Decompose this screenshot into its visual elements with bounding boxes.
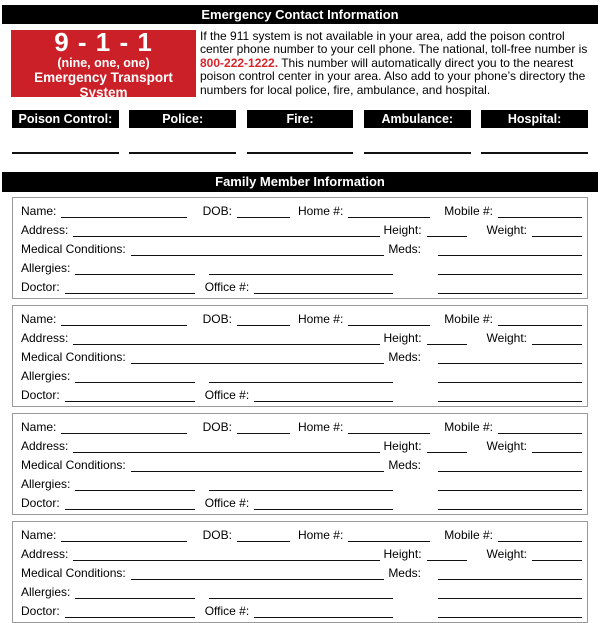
family-member-blocks xyxy=(12,197,588,623)
mobile-phone-field-line xyxy=(498,204,582,218)
intro-section xyxy=(0,26,600,100)
office-phone-field-line xyxy=(254,496,393,510)
contact-blank-line-ambulance xyxy=(364,152,471,154)
contact-blank-line-hospital xyxy=(481,152,588,154)
doctor-row xyxy=(21,385,582,402)
address-field-line xyxy=(73,547,379,561)
office-phone-field-line xyxy=(254,280,393,294)
contact-label-ambulance: Ambulance: xyxy=(364,110,471,128)
height-label: Height: xyxy=(383,439,422,454)
doctor-label: Doctor: xyxy=(21,388,60,403)
dob-field-line xyxy=(237,312,290,326)
contact-blank-lines-row xyxy=(12,152,588,154)
allergies-field-line xyxy=(75,369,195,383)
address-row xyxy=(21,544,582,561)
name-field-line xyxy=(61,420,186,434)
allergies-row xyxy=(21,258,582,275)
meds-label: Meds: xyxy=(388,566,421,581)
weight-field-line xyxy=(532,223,582,237)
address-label: Address: xyxy=(21,331,69,346)
office-phone-label: Office #: xyxy=(204,388,250,403)
name-label: Name: xyxy=(21,528,57,543)
contact-blank-line-poison-control xyxy=(12,152,119,154)
height-label: Height: xyxy=(383,223,422,238)
weight-label: Weight: xyxy=(486,223,527,238)
contact-labels-row xyxy=(12,110,588,128)
meds-continuation-line-2 xyxy=(438,496,582,510)
medical-conditions-field-line xyxy=(131,458,385,472)
mobile-phone-label: Mobile #: xyxy=(444,420,493,435)
doctor-field-line xyxy=(65,388,195,402)
poison-control-paragraph xyxy=(200,30,597,97)
dob-field-line xyxy=(237,204,290,218)
allergies-row xyxy=(21,366,582,383)
name-field-line xyxy=(61,312,186,326)
meds-field-line xyxy=(438,566,582,580)
paragraph-text-before: If the 911 system is not available in your area, add the poison control center phone number to your cell phone. The national, toll-free number is xyxy=(200,29,588,57)
allergies-field-line xyxy=(75,261,195,275)
doctor-row xyxy=(21,277,582,294)
page-title: Emergency Contact Information xyxy=(2,5,598,24)
dob-label: DOB: xyxy=(202,312,232,327)
meds-continuation-line-1 xyxy=(438,585,582,599)
name-label: Name: xyxy=(21,312,57,327)
family-member-block xyxy=(12,413,588,515)
meds-label: Meds: xyxy=(388,242,421,257)
address-row xyxy=(21,328,582,345)
medical-conditions-row xyxy=(21,347,582,364)
mobile-phone-field-line xyxy=(498,420,582,434)
height-field-line xyxy=(427,547,467,561)
allergies-continuation-line xyxy=(209,369,393,383)
meds-label: Meds: xyxy=(388,350,421,365)
contact-label-fire: Fire: xyxy=(247,110,354,128)
home-phone-label: Home #: xyxy=(297,312,344,327)
allergies-label: Allergies: xyxy=(21,261,71,276)
dob-label: DOB: xyxy=(202,420,232,435)
name-field-line xyxy=(61,528,186,542)
address-field-line xyxy=(73,223,379,237)
weight-field-line xyxy=(532,547,582,561)
name-label: Name: xyxy=(21,420,57,435)
name-row xyxy=(21,525,582,542)
medical-conditions-field-line xyxy=(131,350,385,364)
office-phone-field-line xyxy=(254,388,393,402)
911-box xyxy=(11,26,196,100)
contact-label-hospital: Hospital: xyxy=(481,110,588,128)
doctor-row xyxy=(21,493,582,510)
height-field-line xyxy=(427,331,467,345)
office-phone-label: Office #: xyxy=(204,604,250,619)
address-row xyxy=(21,220,582,237)
meds-continuation-line-1 xyxy=(438,369,582,383)
height-field-line xyxy=(427,223,467,237)
allergies-continuation-line xyxy=(209,261,393,275)
mobile-phone-label: Mobile #: xyxy=(444,528,493,543)
doctor-field-line xyxy=(65,496,195,510)
911-subtitle: Emergency Transport System xyxy=(34,69,173,100)
allergies-row xyxy=(21,582,582,599)
family-section-title: Family Member Information xyxy=(2,172,598,192)
mobile-phone-label: Mobile #: xyxy=(444,312,493,327)
meds-continuation-line-2 xyxy=(438,604,582,618)
allergies-label: Allergies: xyxy=(21,585,71,600)
allergies-row xyxy=(21,474,582,491)
medical-conditions-row xyxy=(21,455,582,472)
allergies-label: Allergies: xyxy=(21,477,71,492)
name-row xyxy=(21,201,582,218)
home-phone-label: Home #: xyxy=(297,420,344,435)
dob-label: DOB: xyxy=(202,528,232,543)
doctor-label: Doctor: xyxy=(21,280,60,295)
allergies-continuation-line xyxy=(209,477,393,491)
home-phone-field-line xyxy=(348,420,430,434)
contact-blank-line-police xyxy=(129,152,236,154)
weight-field-line xyxy=(532,439,582,453)
medical-conditions-label: Medical Conditions: xyxy=(21,566,126,581)
911-number: 9 - 1 - 1 xyxy=(54,26,153,57)
medical-conditions-label: Medical Conditions: xyxy=(21,350,126,365)
meds-field-line xyxy=(438,242,582,256)
height-label: Height: xyxy=(383,547,422,562)
meds-field-line xyxy=(438,458,582,472)
office-phone-field-line xyxy=(254,604,393,618)
contact-label-poison-control: Poison Control: xyxy=(12,110,119,128)
allergies-continuation-line xyxy=(209,585,393,599)
home-phone-field-line xyxy=(348,204,430,218)
weight-label: Weight: xyxy=(486,331,527,346)
allergies-field-line xyxy=(75,477,195,491)
weight-label: Weight: xyxy=(486,439,527,454)
address-label: Address: xyxy=(21,439,69,454)
meds-continuation-line-1 xyxy=(438,477,582,491)
home-phone-label: Home #: xyxy=(297,204,344,219)
weight-field-line xyxy=(532,331,582,345)
medical-conditions-field-line xyxy=(131,242,385,256)
home-phone-field-line xyxy=(348,312,430,326)
dob-field-line xyxy=(237,420,290,434)
family-member-block xyxy=(12,305,588,407)
office-phone-label: Office #: xyxy=(204,280,250,295)
meds-continuation-line-2 xyxy=(438,388,582,402)
dob-field-line xyxy=(237,528,290,542)
mobile-phone-field-line xyxy=(498,312,582,326)
weight-label: Weight: xyxy=(486,547,527,562)
name-field-line xyxy=(61,204,186,218)
meds-continuation-line-1 xyxy=(438,261,582,275)
medical-conditions-field-line xyxy=(131,566,385,580)
doctor-row xyxy=(21,601,582,618)
meds-field-line xyxy=(438,350,582,364)
contact-blank-line-fire xyxy=(247,152,354,154)
family-member-block xyxy=(12,197,588,299)
medical-conditions-label: Medical Conditions: xyxy=(21,458,126,473)
doctor-field-line xyxy=(65,604,195,618)
home-phone-field-line xyxy=(348,528,430,542)
home-phone-label: Home #: xyxy=(297,528,344,543)
name-row xyxy=(21,309,582,326)
medical-conditions-row xyxy=(21,239,582,256)
name-label: Name: xyxy=(21,204,57,219)
allergies-label: Allergies: xyxy=(21,369,71,384)
allergies-field-line xyxy=(75,585,195,599)
office-phone-label: Office #: xyxy=(204,496,250,511)
address-field-line xyxy=(73,439,379,453)
poison-control-phone-number: 800-222-1222. xyxy=(200,55,279,70)
medical-conditions-row xyxy=(21,563,582,580)
doctor-label: Doctor: xyxy=(21,604,60,619)
meds-continuation-line-2 xyxy=(438,280,582,294)
mobile-phone-field-line xyxy=(498,528,582,542)
name-row xyxy=(21,417,582,434)
address-label: Address: xyxy=(21,223,69,238)
height-field-line xyxy=(427,439,467,453)
doctor-label: Doctor: xyxy=(21,496,60,511)
contact-label-police: Police: xyxy=(129,110,236,128)
dob-label: DOB: xyxy=(202,204,232,219)
address-label: Address: xyxy=(21,547,69,562)
family-member-block xyxy=(12,521,588,623)
911-words: (nine, one, one) xyxy=(57,55,150,70)
medical-conditions-label: Medical Conditions: xyxy=(21,242,126,257)
address-field-line xyxy=(73,331,379,345)
doctor-field-line xyxy=(65,280,195,294)
meds-label: Meds: xyxy=(388,458,421,473)
mobile-phone-label: Mobile #: xyxy=(444,204,493,219)
paragraph-text-after: This number will automatically direct you to the nearest poison control center in your area. Also add to your phone’s directory the numbers for local police, fire, ambulance, and hospital. xyxy=(200,55,586,97)
address-row xyxy=(21,436,582,453)
height-label: Height: xyxy=(383,331,422,346)
